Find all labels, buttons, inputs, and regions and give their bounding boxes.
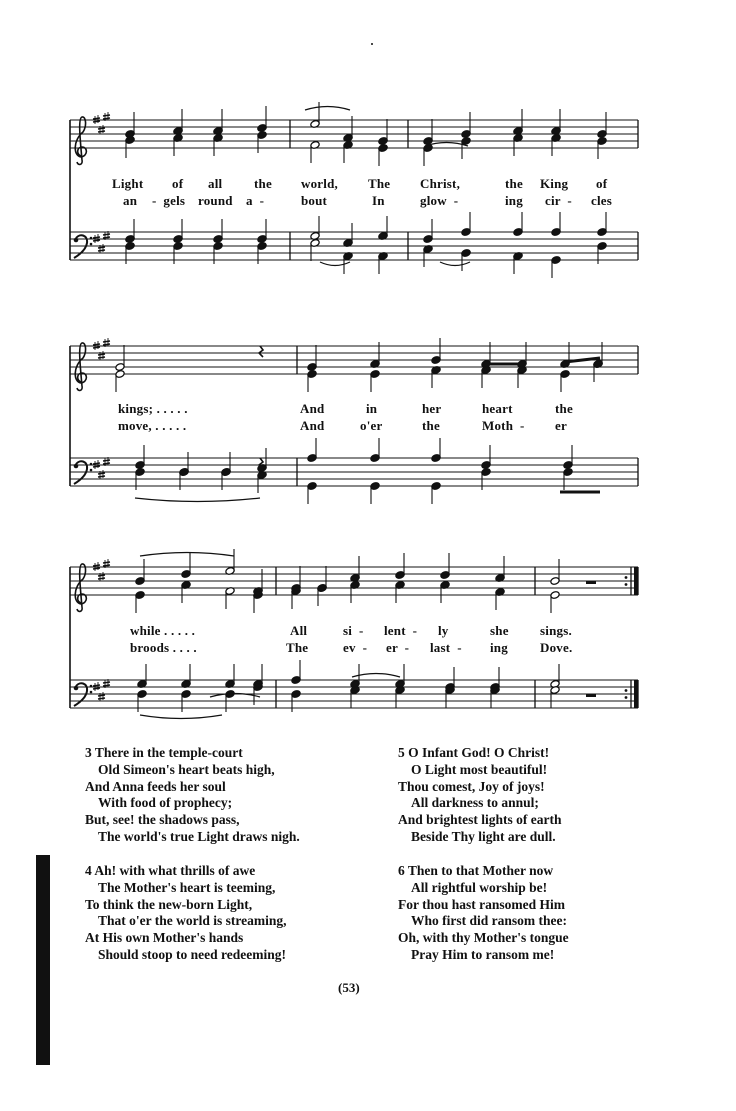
repeat-dot [625,696,628,699]
lyric-word: heart [482,401,513,416]
lyric-word: move, . . . . . [118,418,187,433]
bass-clef-dot [74,686,79,691]
verse-line: The Mother's heart is teeming, [98,879,276,895]
sharp-sign [98,250,105,251]
verse-line: Who first did ransom thee: [411,913,567,929]
lyric-word: an [123,193,138,208]
verse-line: O Light most beautiful! [411,761,548,777]
lyric-word: cir - [545,193,572,208]
rest-icon [259,346,263,357]
sharp-sign [93,240,100,241]
repeat-dot [625,689,628,692]
lyric-word: all [208,176,223,191]
verse-line: 4 Ah! with what thrills of awe [85,863,256,878]
lyric-word: broods . . . . [130,640,197,655]
verse-5 [398,745,562,846]
bass-clef-dot [90,685,93,688]
verse-line: To think the new-born Light, [85,896,253,912]
sharp-sign [103,115,110,116]
verse-line: For thou hast ransomed Him [398,896,566,912]
sharp-sign [98,354,105,355]
sharp-sign [103,565,110,566]
sharp-sign [103,682,110,683]
page-edge-shadow [36,855,50,1065]
lyric-word: round [198,193,233,208]
lyric-word: - gels [152,193,186,208]
sharp-sign [93,463,100,464]
lyric-word: And [300,418,325,433]
lyric-word: glow - [420,193,459,208]
sharp-sign [103,344,110,345]
lyric-word: si - [343,623,364,638]
lyric-word: of [596,176,608,191]
bass-clef-dot [74,464,79,469]
sharp-sign [93,565,100,566]
verse-line: 5 O Infant God! O Christ! [398,745,550,760]
bass-clef-dot [90,691,93,694]
final-barline [634,680,638,708]
slur [320,262,350,266]
verse-line: Old Simeon's heart beats high, [98,761,275,777]
bass-clef-dot [90,469,93,472]
lyric-word: the [505,176,523,191]
repeat-dot [625,576,628,579]
lyric-word: in [366,401,378,416]
lyric-word: King [540,176,569,191]
sharp-sign [93,347,100,348]
dot [371,43,373,45]
verse-line: 6 Then to that Mother now [398,863,554,878]
verse-line: But, see! the shadows pass, [85,812,240,828]
half-rest-icon [586,694,596,697]
final-barline [634,567,638,595]
lyric-word: ly [438,623,449,638]
lyric-word: er - [386,640,410,655]
sharp-sign [103,341,110,342]
half-rest-icon [586,581,596,584]
sharp-sign [93,121,100,122]
lyric-word: her [422,401,442,416]
verse-line: All rightful worship be! [411,879,548,895]
verse-line: Oh, with thy Mother's tongue [398,930,569,946]
lyric-word: the [555,401,573,416]
lyric-word: In [372,193,385,208]
verse-line: All darkness to annul; [411,795,539,811]
lyric-word: sings. [540,623,572,638]
sharp-sign [103,463,110,464]
verse-line: Thou comest, Joy of joys! [398,778,545,794]
lyric-word: Christ, [420,176,461,191]
lyric-word: the [254,176,272,191]
bass-clef-dot [74,238,79,243]
lyric-word: The [286,640,309,655]
slur [140,715,222,719]
sharp-sign [98,473,105,474]
lyric-word: kings; . . . . . [118,401,188,416]
verse-line: Pray Him to ransom me! [411,946,555,962]
lyric-word: world, [301,176,338,191]
sharp-sign [98,131,105,132]
lyric-word: The [368,176,391,191]
verse-line: Should stoop to need redeeming! [98,946,287,962]
lyric-word: the [422,418,440,433]
lyric-word: while . . . . . [130,623,196,638]
lyric-word: she [490,623,509,638]
sharp-sign [98,578,105,579]
sharp-sign [98,575,105,576]
verse-line: And brightest lights of earth [398,812,562,828]
slur [135,498,260,502]
verse-3 [85,745,300,846]
sharp-sign [98,695,105,696]
sharp-sign [93,237,100,238]
verse-line: 3 There in the temple-court [85,745,243,760]
bass-clef-dot [90,463,93,466]
verse-line: Beside Thy light are dull. [411,828,556,844]
verse-line: The world's true Light draws nigh. [98,828,300,844]
lyric-word: And [300,401,325,416]
sharp-sign [103,237,110,238]
sharp-sign [93,344,100,345]
lyric-word: of [172,176,184,191]
repeat-dot [625,583,628,586]
sharp-sign [98,476,105,477]
sharp-sign [98,128,105,129]
verse-line: That o'er the world is streaming, [98,913,287,929]
sharp-sign [103,460,110,461]
slur [440,262,470,266]
lyric-word: ing [505,193,523,208]
bass-clef-dot [90,237,93,240]
sharp-sign [103,118,110,119]
lyric-word: Dove. [540,640,573,655]
verse-line: At His own Mother's hands [85,930,244,946]
lyric-word: bout [301,193,328,208]
sharp-sign [93,466,100,467]
page-number: (53) [338,980,360,995]
sharp-sign [98,698,105,699]
bass-clef-dot [90,243,93,246]
beam [565,358,600,362]
sharp-sign [103,562,110,563]
lyric-word: ing [490,640,508,655]
sharp-sign [98,247,105,248]
lyric-word: last - [430,640,462,655]
lyric-word: Light [112,176,144,191]
slur [140,553,234,557]
verse-6 [398,863,569,964]
lyric-word: cles [591,193,613,208]
lyric-word: o'er [360,418,383,433]
verse-4 [85,863,287,964]
verse-line: With food of prophecy; [98,795,233,811]
lyric-word: lent - [384,623,418,638]
lyric-word: ev - [343,640,368,655]
lyric-word: All [290,623,308,638]
sharp-sign [103,234,110,235]
sharp-sign [98,357,105,358]
sharp-sign [103,685,110,686]
sharp-sign [93,688,100,689]
sharp-sign [93,685,100,686]
verse-line: And Anna feeds her soul [85,778,226,794]
slur [305,107,350,111]
lyric-word: a - [246,193,265,208]
lyric-word: Moth - [482,418,525,433]
lyric-word: er [555,418,567,433]
sharp-sign [93,568,100,569]
sharp-sign [93,118,100,119]
